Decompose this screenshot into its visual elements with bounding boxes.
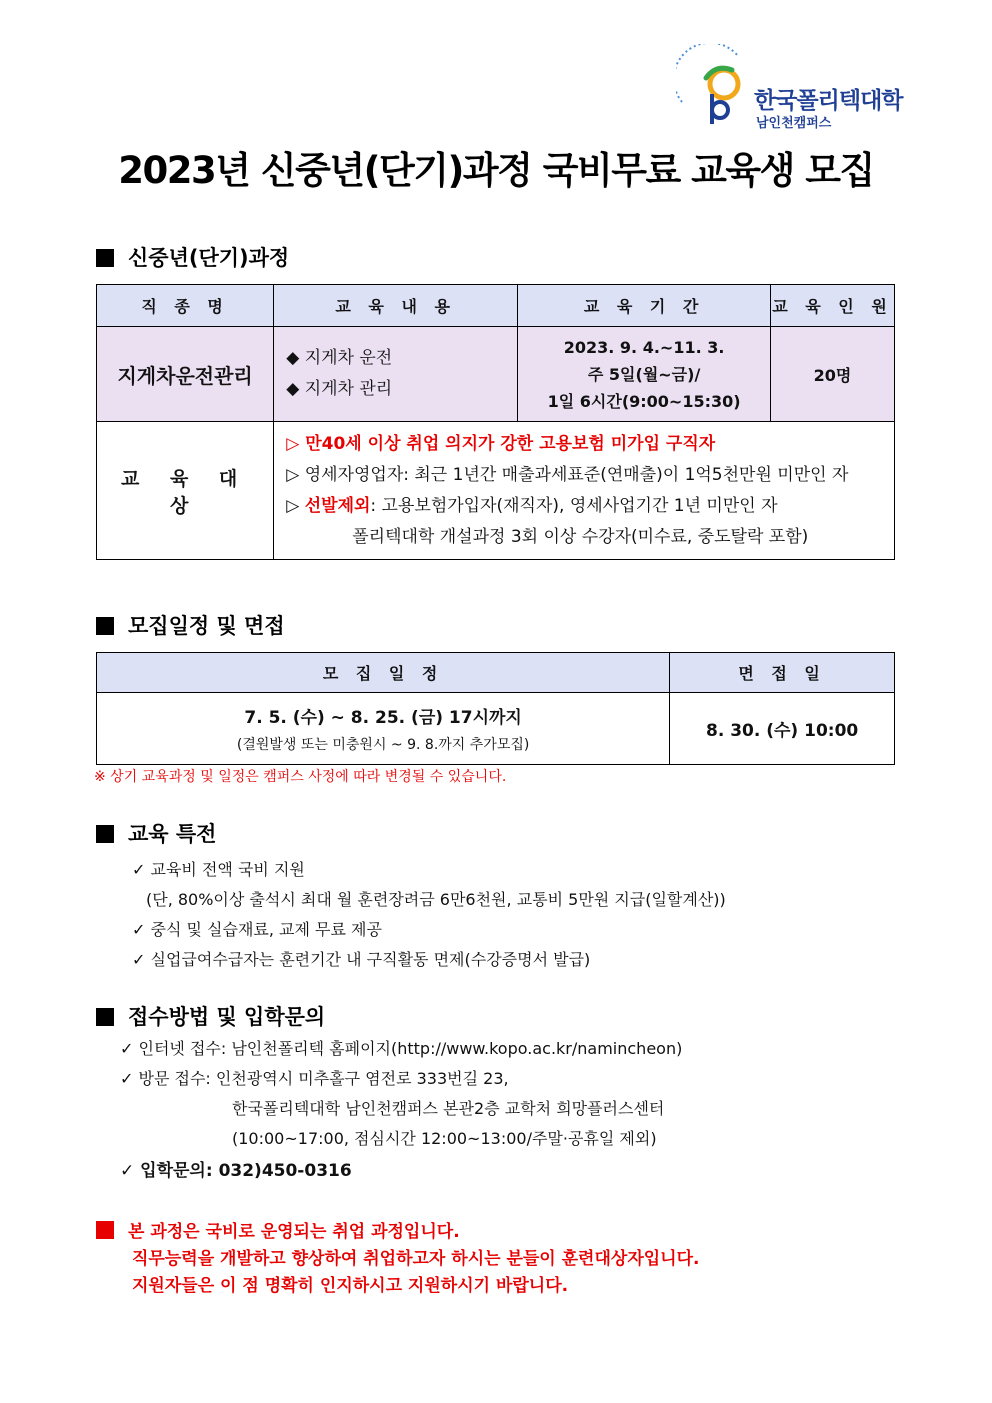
logo [676, 44, 906, 130]
exclusion-label: 선발제외 [304, 495, 371, 516]
header-content: 교 육 내 용 [274, 285, 518, 327]
apply-visit-location: 한국폴리텍대학 남인천캠퍼스 본관2층 교학처 희망플러스센터 [232, 1099, 665, 1118]
course-table [96, 284, 895, 560]
header-capacity: 교 육 인 원 [771, 285, 895, 327]
course-capacity: 20명 [771, 327, 895, 422]
square-bullet-icon [96, 249, 114, 267]
interview-date: 8. 30. (수) 10:00 [670, 693, 895, 765]
course-row [97, 327, 895, 422]
benefit-item-detail: (단, 80%이상 출석시 최대 월 훈련장려금 6만6천원, 교통비 5만원 지급(일할계산)) [146, 890, 726, 909]
benefit-item: ✓ 중식 및 실습재료, 교제 무료 제공 [132, 920, 382, 939]
schedule-table [96, 652, 895, 765]
schedule-header-row [97, 653, 895, 693]
target-line-3: ▷ 선발제외: 고용보험가입자(재직자), 영세사업기간 1년 미만인 자 [286, 495, 778, 516]
logo-campus: 남인천캠퍼스 [756, 116, 832, 131]
header-interview-date: 면 접 일 [670, 653, 895, 693]
notice-line-3: 지원자들은 이 점 명확히 인지하시고 지원하시기 바랍니다. [132, 1276, 569, 1296]
course-table-header-row [97, 285, 895, 327]
target-row [97, 422, 895, 560]
apply-online: ✓ 인터넷 접수: 남인천폴리텍 홈페이지(http://www.kopo.ac.kr/namincheon) [120, 1039, 683, 1058]
notice-line-2: 직무능력을 개발하고 향상하여 취업하고자 하시는 분들이 훈련대상자입니다. [132, 1249, 700, 1269]
square-bullet-icon [96, 1008, 114, 1026]
header-job-name: 직 종 명 [97, 285, 274, 327]
recruit-schedule [97, 693, 670, 765]
benefit-item: ✓ 실업급여수급자는 훈련기간 내 구직활동 면제(수강증명서 발급) [132, 950, 591, 969]
content-item: ◆ 지게차 운전 [286, 348, 393, 368]
period-dates: 2023. 9. 4.~11. 3. [563, 337, 725, 357]
header-period: 교 육 기 간 [518, 285, 771, 327]
notice-block [96, 1219, 699, 1300]
page-title: 2023년 신중년(단기)과정 국비무료 교육생 모집 [118, 149, 874, 192]
red-square-icon [96, 1221, 114, 1239]
apply-visit-hours: (10:00~17:00, 점심시간 12:00~13:00/주말·공휴일 제외) [232, 1129, 657, 1148]
benefit-section-heading: 교육 특전 [96, 818, 216, 848]
apply-section-heading: 접수방법 및 입학문의 [96, 1001, 325, 1031]
target-line-1: ▷ 만40세 이상 취업 의지가 강한 고용보험 미가입 구직자 [286, 433, 716, 454]
content-item: ◆ 지게차 관리 [286, 379, 393, 399]
course-period [518, 327, 771, 422]
apply-list [120, 1034, 682, 1186]
header-recruit-schedule: 모 집 일 정 [97, 653, 670, 693]
period-days: 주 5일(월~금)/ [587, 364, 701, 384]
target-details [274, 422, 895, 560]
period-hours: 1일 6시간(9:00~15:30) [547, 391, 741, 411]
schedule-note: ※ 상기 교육과정 및 일정은 캠퍼스 사정에 따라 변경될 수 있습니다. [94, 769, 507, 785]
schedule-section-heading: 모집일정 및 면접 [96, 610, 285, 640]
recruit-period: 7. 5. (수) ~ 8. 25. (금) 17시까지 [244, 708, 522, 728]
target-line-2: ▷ 영세자영업자: 최근 1년간 매출과세표준(연매출)이 1억5천만원 미만인 자 [286, 464, 849, 485]
target-line-4: 폴리텍대학 개설과정 3회 이상 수강자(미수료, 중도탈락 포함) [352, 526, 809, 547]
square-bullet-icon [96, 825, 114, 843]
polytechnic-emblem-icon [676, 44, 756, 130]
notice-line-1: 본 과정은 국비로 운영되는 취업 과정입니다. [96, 1219, 699, 1246]
course-name: 지게차운전관리 [97, 327, 274, 422]
course-contents [274, 327, 518, 422]
benefit-list [132, 855, 726, 975]
course-section-heading: 신중년(단기)과정 [96, 242, 289, 272]
recruit-additional: (결원발생 또는 미충원시 ~ 9. 8.까지 추가모집) [236, 737, 530, 753]
schedule-row [97, 693, 895, 765]
admission-contact: ✓ 입학문의: 032)450-0316 [120, 1161, 352, 1181]
square-bullet-icon [96, 617, 114, 635]
apply-visit: ✓ 방문 접수: 인천광역시 미추홀구 염전로 333번길 23, [120, 1069, 509, 1088]
benefit-item: ✓ 교육비 전액 국비 지원 [132, 860, 305, 879]
logo-name: 한국폴리텍대학 [754, 88, 903, 114]
target-label: 교 육 대 상 [97, 422, 274, 560]
